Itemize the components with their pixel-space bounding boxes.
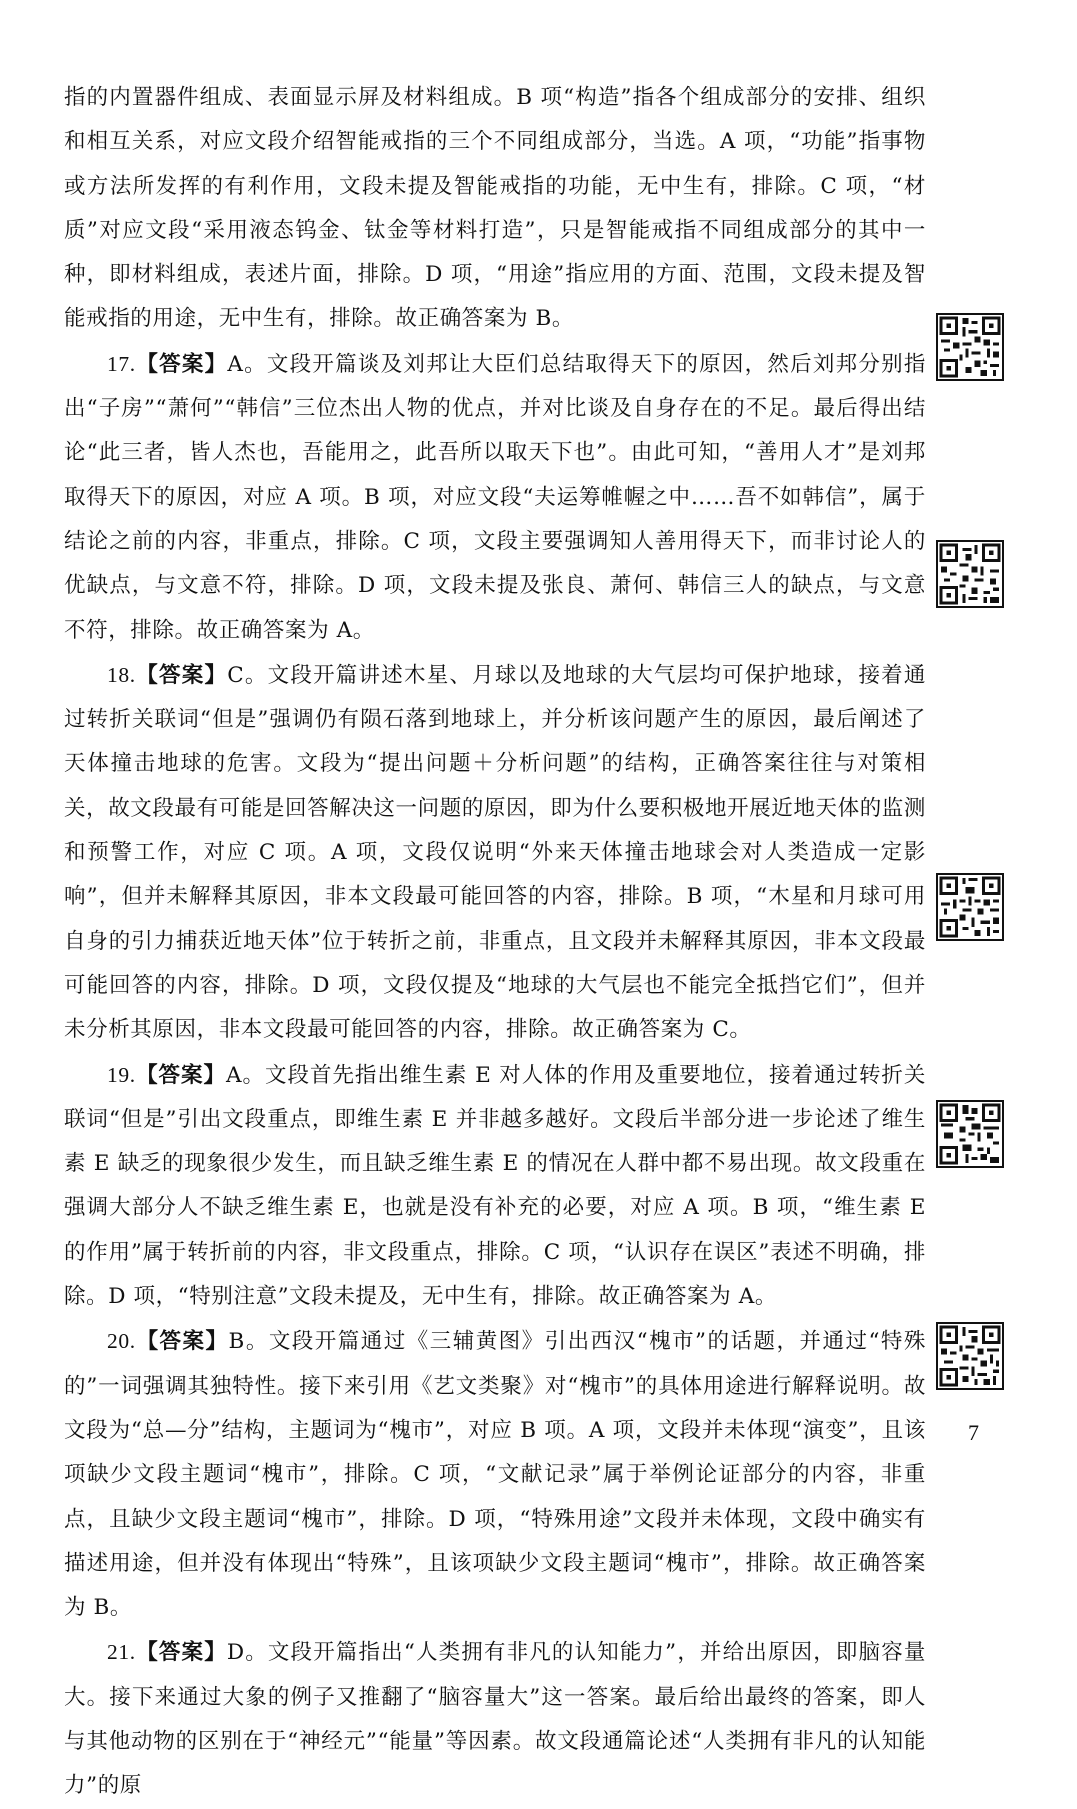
answer-text: 文段开篇通过《三辅黄图》引出西汉“槐市”的话题，并通过“特殊的”一词强调其独特性。接下来引用《艺文类聚》对“槐市”的具体用途进行解释说明。故文段为“总—分”结构，主题词为“槐市”，对应 B 项。A 项，文段并未体现“演变”，且该项缺少文段主题词“槐市”，排除。C 项，“文献记录”属于举例论证部分的内容，非重点，且缺少文段主题词“槐市”，排除。D 项，“特殊用途”文段并未体现，文段中确实有描述用途，但并没有体现出“特殊”，且该项缺少文段主题词“槐市”，排除。故正确答案为 B。 bbox=[64, 1329, 927, 1621]
qr-code-icon bbox=[936, 313, 1004, 381]
continuation-text: 指的内置器件组成、表面显示屏及材料组成。B 项“构造”指各个组成部分的安排、组织和相互关系，对应文段介绍智能戒指的三个不同组成部分，当选。A 项，“功能”指事物或方法所发挥的有利作用，文段未提及智能戒指的功能，无中生有，排除。C 项，“材质”对应文段“采用液态钨金、钛金等材料打造”，只是智能戒指不同组成部分的其中一种，即材料组成，表述片面，排除。D 项，“用途”指应用的方面、范围，文段未提及智能戒指的用途，无中生有，排除。故正确答案为 B。 bbox=[64, 85, 926, 332]
question-number: 21. bbox=[107, 1640, 136, 1665]
answer-choice: B。 bbox=[228, 1329, 269, 1355]
question-number: 19. bbox=[107, 1062, 136, 1087]
question-number: 17. bbox=[107, 351, 136, 376]
answer-18 bbox=[64, 653, 926, 1053]
answer-choice: C。 bbox=[227, 662, 268, 688]
question-number: 20. bbox=[107, 1329, 136, 1354]
qr-code-icon bbox=[936, 540, 1004, 608]
answer-choice: A。 bbox=[226, 1062, 265, 1088]
qr-code-icon bbox=[936, 1322, 1004, 1390]
qr-code-icon bbox=[936, 1100, 1004, 1168]
qr-code-icon bbox=[936, 873, 1004, 941]
answer-text: 文段开篇讲述木星、月球以及地球的大气层均可保护地球，接着通过转折关联词“但是”强调仍有陨石落到地球上，并分析该问题产生的原因，最后阐述了天体撞击地球的危害。文段为“提出问题＋分析问题”的结构，正确答案往往与对策相关，故文段最有可能是回答解决这一问题的原因，即为什么要积极地开展近地天体的监测和预警工作，对应 C 项。A 项，文段仅说明“外来天体撞击地球会对人类造成一定影响”，但并未解释其原因，非本文段最可能回答的内容，排除。B 项，“木星和月球可用自身的引力捕获近地天体”位于转折之前，非重点，且文段并未解释其原因，非本文段最可能回答的内容，排除。D 项，文段仅提及“地球的大气层也不能完全抵挡它们”，但并未分析其原因，非本文段最可能回答的内容，排除。故正确答案为 C。 bbox=[64, 662, 927, 1043]
question-number: 18. bbox=[107, 662, 136, 687]
page-number: 7 bbox=[968, 1420, 979, 1445]
answer-tag: 【答案】 bbox=[135, 662, 228, 688]
answer-explanations bbox=[64, 76, 926, 1809]
answer-19 bbox=[64, 1053, 926, 1320]
answer-20 bbox=[64, 1319, 926, 1630]
answer-text: 文段开篇指出“人类拥有非凡的认知能力”，并给出原因，即脑容量大。接下来通过大象的例子又推翻了“脑容量大”这一答案。最后给出最终的答案，即人与其他动物的区别在于“神经元”“能量”等因素。故文段通篇论述“人类拥有非凡的认知能力”的原 bbox=[64, 1640, 926, 1799]
answer-text: 文段开篇谈及刘邦让大臣们总结取得天下的原因，然后刘邦分别指出“子房”“萧何”“韩信”三位杰出人物的优点，并对比谈及自身存在的不足。最后得出结论“此三者，皆人杰也，吾能用之，此吾所以取天下也”。由此可知，“善用人才”是刘邦取得天下的原因，对应 A 项。B 项，对应文段“夫运筹帷幄之中……吾不如韩信”，属于结论之前的内容，非重点，排除。C 项，文段主要强调知人善用得天下，而非讨论人的优缺点，与文意不符，排除。D 项，文段未提及张良、萧何、韩信三人的缺点，与文意不符，排除。故正确答案为 A。 bbox=[64, 351, 926, 643]
continuation-paragraph bbox=[64, 76, 926, 342]
answer-choice: A。 bbox=[227, 351, 267, 377]
answer-tag: 【答案】 bbox=[135, 1329, 229, 1355]
answer-tag: 【答案】 bbox=[135, 351, 228, 377]
answer-tag: 【答案】 bbox=[135, 1062, 226, 1088]
answer-tag: 【答案】 bbox=[135, 1640, 227, 1666]
answer-17 bbox=[64, 342, 926, 653]
answer-text: 文段首先指出维生素 E 对人体的作用及重要地位，接着通过转折关联词“但是”引出文段重点，即维生素 E 并非越多越好。文段后半部分进一步论述了维生素 E 缺乏的现象很少发生，而且缺乏维生素 E 的情况在人群中都不易出现。故文段重在强调大部分人不缺乏维生素 E，也就是没有补充的必要，对应 A 项。B 项，“维生素 E 的作用”属于转折前的内容，非文段重点，排除。C 项，“认识存在误区”表述不明确，排除。D 项，“特别注意”文段未提及，无中生有，排除。故正确答案为 A。 bbox=[64, 1062, 927, 1310]
answer-choice: D。 bbox=[226, 1640, 268, 1666]
answer-21 bbox=[64, 1630, 926, 1808]
